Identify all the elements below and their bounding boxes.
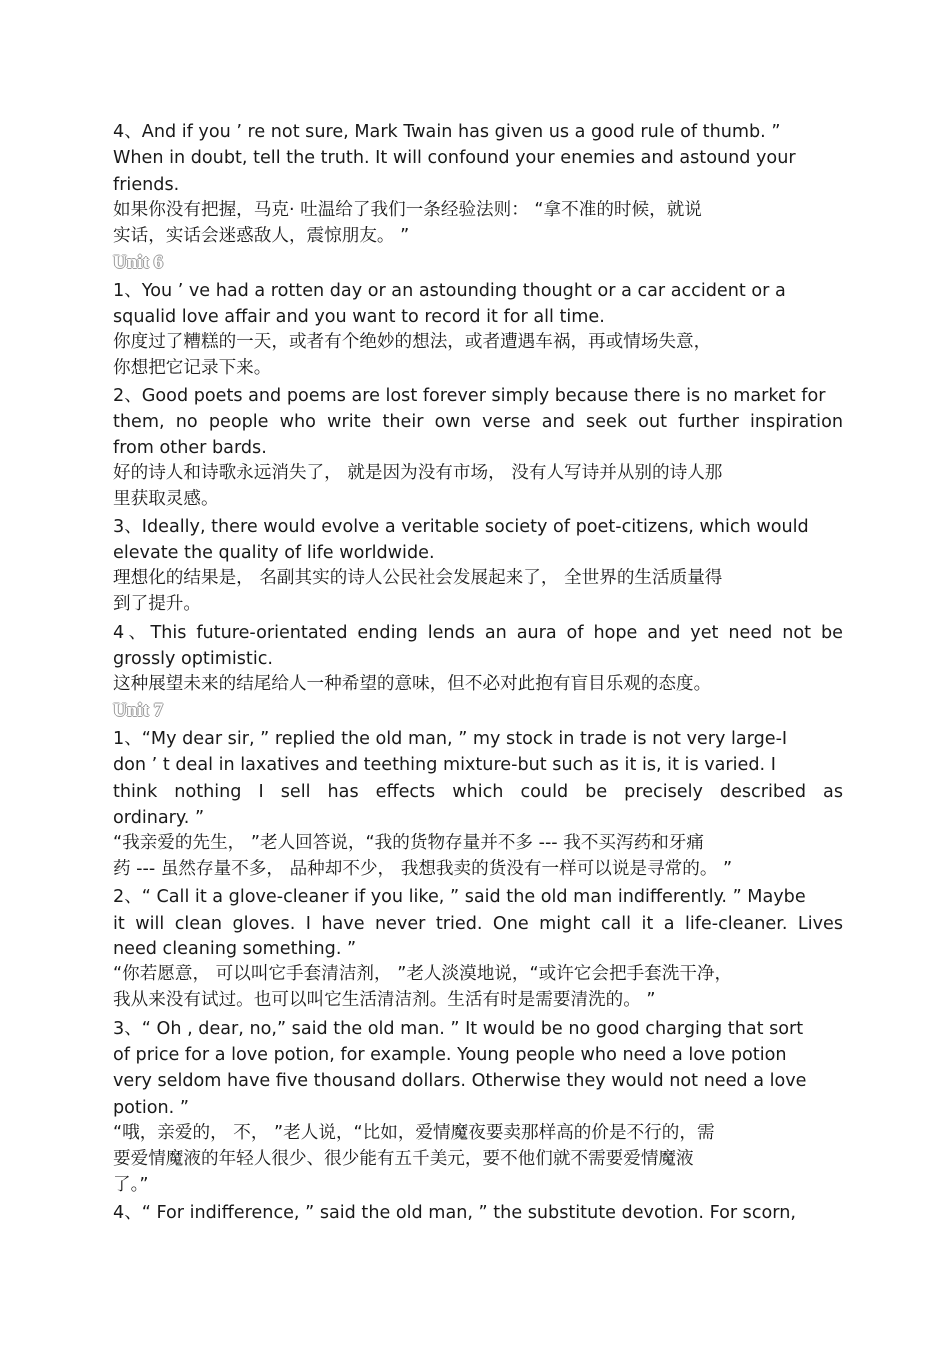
text-line: 药 --- 虽然存量不多， 品种却不少， 我想我卖的货没有一样可以说是寻常的。 ” bbox=[113, 859, 733, 879]
text-line: them, no people who write their own verse and seek out further inspiration bbox=[113, 412, 843, 432]
text-line: 我从来没有试过。也可以叫它生活清洁剂。生活有时是需要清洗的。 ” bbox=[113, 990, 656, 1010]
text-line: 1、“My dear sir, ” replied the old man, ” my stock in trade is not very large-I bbox=[113, 729, 788, 749]
text-line: very seldom have five thousand dollars. Otherwise they would not need a love bbox=[113, 1071, 807, 1091]
text-line: 2、“ Call it a glove-cleaner if you like, ” said the old man indifferently. ” Maybe bbox=[113, 887, 806, 907]
text-line: 4、“ For indifference, ” said the old man, ” the substitute devotion. For scorn, bbox=[113, 1203, 796, 1223]
text-line: from other bards. bbox=[113, 438, 267, 458]
text-line: 里获取灵感。 bbox=[113, 489, 219, 509]
text-line: elevate the quality of life worldwide. bbox=[113, 543, 435, 563]
text-line: 4、And if you ’ re not sure, Mark Twain has given us a good rule of thumb. ” bbox=[113, 122, 781, 142]
text-line: it will clean gloves. I have never tried. One might call it a life-cleaner. Lives bbox=[113, 914, 843, 934]
text-line: 了。” bbox=[113, 1175, 149, 1195]
text-line: “哦，亲爱的， 不， ”老人说，“比如，爱情魔夜要卖那样高的价是不行的，需 bbox=[113, 1123, 715, 1143]
text-line: grossly optimistic. bbox=[113, 649, 273, 669]
text-line: friends. bbox=[113, 175, 180, 195]
text-line: potion. ” bbox=[113, 1098, 189, 1118]
text-line: 你想把它记录下来。 bbox=[113, 358, 272, 378]
text-line: don ’ t deal in laxatives and teething mixture-but such as it is, it is varied. I bbox=[113, 755, 776, 775]
text-line: 3、“ Oh , dear, no,” said the old man. ” It would be no good charging that sort bbox=[113, 1019, 804, 1039]
text-line: 你度过了糟糕的一天，或者有个绝妙的想法，或者遭遇车祸，再或情场失意， bbox=[113, 332, 712, 352]
text-line: of price for a love potion, for example. Young people who need a love potion bbox=[113, 1045, 787, 1065]
text-line: ordinary. ” bbox=[113, 808, 205, 828]
text-line: When in doubt, tell the truth. It will confound your enemies and astound your bbox=[113, 148, 796, 168]
unit-heading: Unit 6 bbox=[113, 252, 164, 273]
text-line: “你若愿意， 可以叫它手套清洁剂， ”老人淡漠地说，“或许它会把手套洗干净， bbox=[113, 964, 733, 984]
text-line: 如果你没有把握，马克· 吐温给了我们一条经验法则： “拿不准的时候，就说 bbox=[113, 200, 702, 220]
text-line: think nothing I sell has effects which could be precisely described as bbox=[113, 782, 843, 802]
text-line: 3、Ideally, there would evolve a veritable society of poet-citizens, which would bbox=[113, 517, 809, 537]
text-line: 理想化的结果是， 名副其实的诗人公民社会发展起来了， 全世界的生活质量得 bbox=[113, 568, 723, 588]
text-line: 实话，实话会迷惑敌人，震惊朋友。 ” bbox=[113, 226, 410, 246]
text-line: 2、Good poets and poems are lost forever simply because there is no market for bbox=[113, 386, 826, 406]
text-line: squalid love affair and you want to record it for all time. bbox=[113, 307, 605, 327]
text-line: 要爱情魔液的年轻人很少、很少能有五千美元，要不他们就不需要爱情魔液 bbox=[113, 1149, 694, 1169]
text-line: 4、This future-orientated ending lends an aura of hope and yet need not be bbox=[113, 623, 843, 643]
text-line: 好的诗人和诗歌永远消失了， 就是因为没有市场， 没有人写诗并从别的诗人那 bbox=[113, 463, 723, 483]
text-line: need cleaning something. ” bbox=[113, 939, 357, 959]
text-line: “我亲爱的先生， ”老人回答说，“我的货物存量并不多 --- 我不买泻药和牙痛 bbox=[113, 833, 704, 853]
text-line: 到了提升。 bbox=[113, 594, 201, 614]
text-line: 这种展望未来的结尾给人一种希望的意味，但不必对此抱有盲目乐观的态度。 bbox=[113, 674, 712, 694]
unit-heading: Unit 7 bbox=[113, 700, 164, 721]
text-line: 1、You ’ ve had a rotten day or an astounding thought or a car accident or a bbox=[113, 281, 786, 301]
